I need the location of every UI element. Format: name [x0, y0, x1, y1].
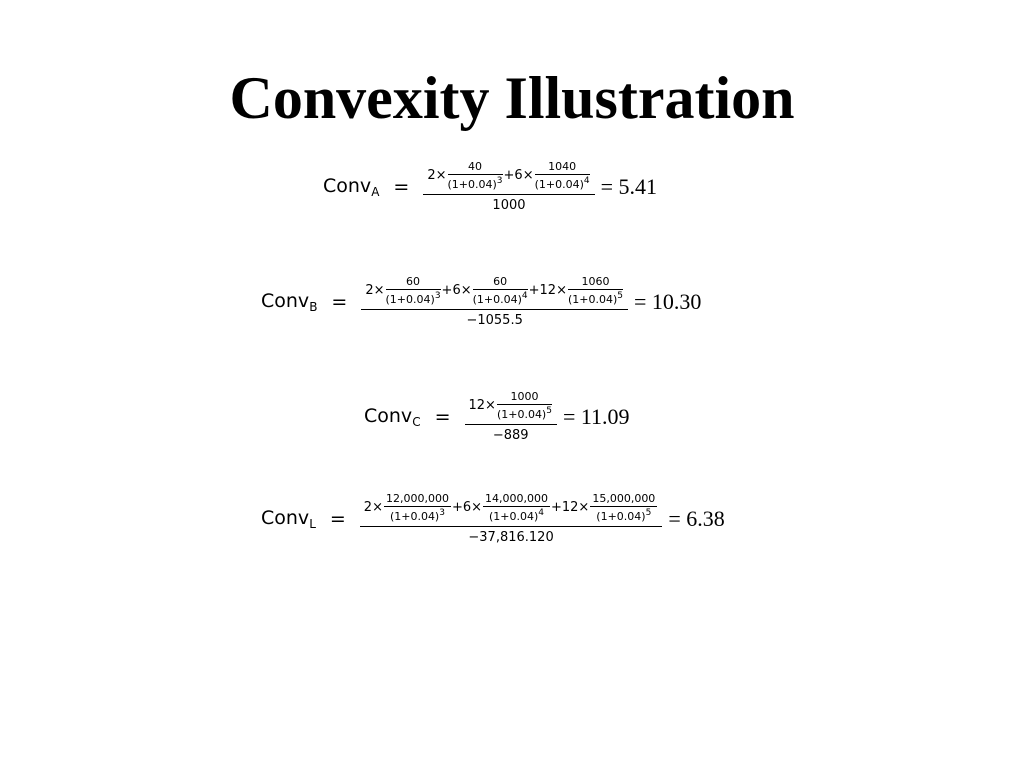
result-value: = 11.09 — [562, 403, 630, 429]
equation-conv-l — [261, 492, 725, 545]
equals-sign: = — [329, 507, 346, 530]
equation-conv-c — [364, 390, 630, 443]
equals-sign: = — [331, 290, 348, 313]
main-fraction — [361, 275, 628, 328]
fraction-denominator: −37,816.120 — [468, 530, 554, 545]
fraction-denominator: −889 — [492, 428, 529, 443]
fraction-denominator: 1000 — [492, 198, 526, 213]
slide-title: Convexity Illustration — [229, 65, 795, 131]
main-fraction — [423, 160, 594, 213]
lhs-label: Conv$_L$ — [261, 506, 316, 531]
equals-sign: = — [393, 175, 410, 198]
equation-conv-b — [261, 275, 701, 328]
fraction-numerator — [423, 160, 594, 194]
term: +12× $\frac{15,000,000}{(1+0.04)^5}$ — [551, 492, 656, 523]
result-value: = 6.38 — [668, 505, 725, 531]
result-value: = 5.41 — [600, 173, 658, 199]
term: +6× $\frac{14,000,000}{(1+0.04)^4}$ — [451, 492, 548, 523]
lhs-label: Conv$_B$ — [261, 289, 318, 314]
result-value: = 10.30 — [634, 288, 702, 314]
term: +6× $\frac{60}{(1+0.04)^4}$ — [441, 275, 528, 306]
equation-conv-a — [323, 160, 657, 213]
main-fraction — [465, 390, 557, 443]
equals-sign: = — [434, 405, 451, 428]
fraction-numerator — [360, 492, 663, 526]
fraction-numerator — [465, 390, 557, 424]
main-fraction — [360, 492, 663, 545]
term: 2× $\frac{60}{(1+0.04)^3}$ — [365, 275, 441, 306]
term: +12× $\frac{1060}{(1+0.04)^5}$ — [528, 275, 623, 306]
term: +6× $\frac{1040}{(1+0.04)^4}$ — [503, 160, 590, 191]
lhs-label: Conv$_C$ — [364, 404, 421, 429]
lhs-label: Conv$_A$ — [323, 174, 380, 199]
fraction-numerator — [361, 275, 628, 309]
term: 2× $\frac{40}{(1+0.04)^3}$ — [427, 160, 503, 191]
fraction-denominator: −1055.5 — [466, 313, 523, 328]
term: 2× $\frac{12,000,000}{(1+0.04)^3}$ — [363, 492, 449, 523]
term: 12× $\frac{1000}{(1+0.04)^5}$ — [468, 390, 552, 421]
